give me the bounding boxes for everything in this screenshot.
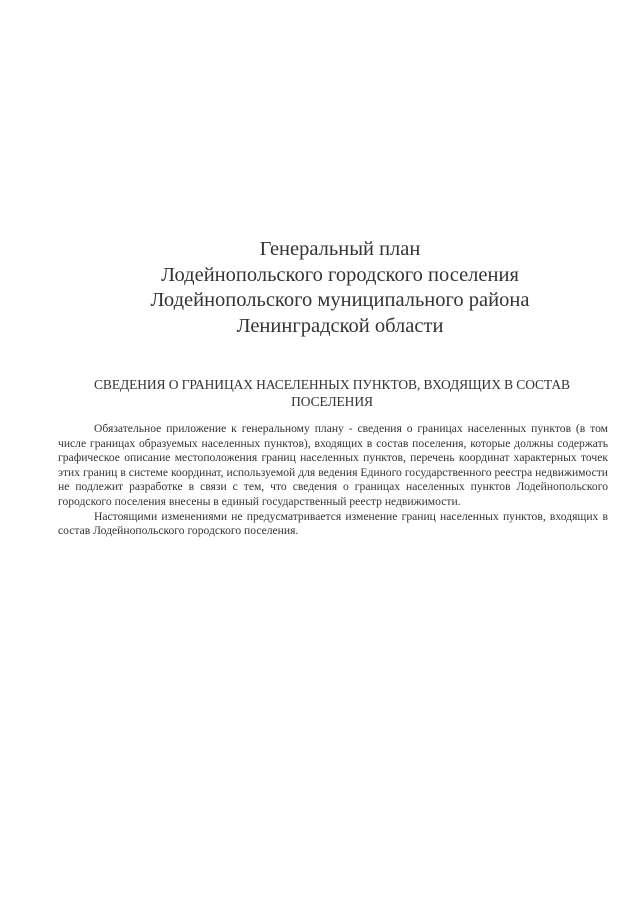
section-heading: СВЕДЕНИЯ О ГРАНИЦАХ НАСЕЛЕННЫХ ПУНКТОВ, ВХОДЯЩИХ В СОСТАВ ПОСЕЛЕНИЯ — [94, 377, 570, 409]
paragraph-1: Обязательное приложение к генеральному плану - сведения о границах населенных пунктов (в том числе границах образуемых населенных пунктов), входящих в состав поселения, которые должны содержать графическое описание местоположения границ населенных пунктов, перечень координат характерных точек этих границ в системе координат, используемой для ведения Единого государственного реестра недвижимости не подлежит разработке в связи с тем, что сведения о границах населенных пунктов Лодейнопольского городского поселения внесены в единый государственный реестр недвижимости. — [58, 422, 608, 508]
document-title — [90, 237, 590, 339]
title-line-1: Генеральный план — [259, 238, 421, 260]
paragraph-2: Настоящими изменениями не предусматривается изменение границ населенных пунктов, входящих в состав Лодейнопольского городского поселения. — [58, 509, 608, 538]
title-line-4: Ленинградской области — [236, 314, 444, 337]
title-line-2: Лодейнопольского городского поселения — [161, 263, 519, 286]
title-line-3: Лодейнопольского муниципального района — [150, 289, 530, 311]
body-text — [58, 422, 608, 539]
